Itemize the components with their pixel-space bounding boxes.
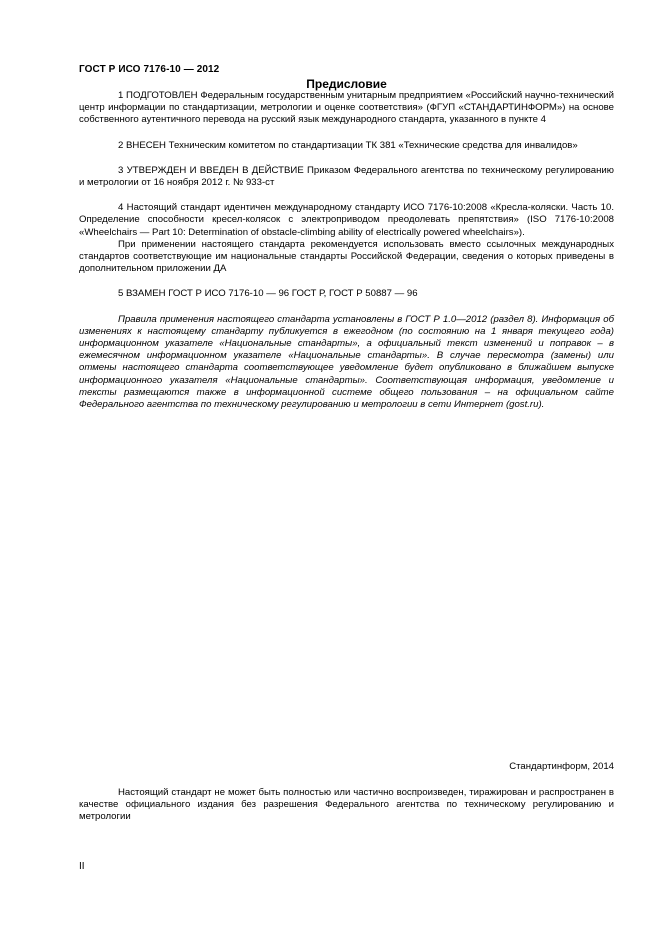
paragraph-identical: 4 Настоящий стандарт идентичен международному стандарту ИСО 7176-10:2008 «Кресла-коляски. Часть 10. Определение способности кресел-колясок с электроприводом преодолевать препятствия» (ISO 7176-10:2008 «Wheelchairs — Part 10: Determination of obstacle-climbing ability of electrically powered wheelchairs»). bbox=[79, 202, 614, 238]
section-title: Предисловие bbox=[306, 77, 387, 91]
paragraph-prepared: 1 ПОДГОТОВЛЕН Федеральным государственным унитарным предприятием «Российский научно-технический центр информации по стандартизации, метрологии и оценке соответствия» (ФГУП «СТАНДАРТИНФОРМ») на основе собственного аутентичного перевода на русский язык международного стандарта, указанного в пункте 4 bbox=[79, 90, 614, 126]
paragraph-approved: 3 УТВЕРЖДЕН И ВВЕДЕН В ДЕЙСТВИЕ Приказом Федерального агентства по техническому регулированию и метрологии от 16 ноября 2012 г. № 933-ст bbox=[79, 164, 614, 189]
publisher-line: Стандартинформ, 2014 bbox=[509, 761, 614, 772]
page-number: II bbox=[79, 861, 85, 872]
copyright-notice bbox=[79, 787, 614, 824]
paragraph-rules-notice: Правила применения настоящего стандарта установлены в ГОСТ Р 1.0—2012 (раздел 8). Информация об изменениях к настоящему стандарту публикуется в ежегодном (по состоянию на 1 января текущего года) информационном указателе «Национальные стандарты», а официальный текст изменений и поправок – в ежемесячном информационном указателе «Национальные стандарты». В случае пересмотра (замены) или отмены настоящего стандарта соответствующее уведомление будет опубликовано в ближайшем выпуске информационного указателя «Национальные стандарты». Соответствующая информация, уведомление и тексты размещаются также в информационной системе общего пользования – на официальном сайте Федерального агентства по техническому регулированию и метрологии в сети Интернет (gost.ru). bbox=[79, 313, 614, 411]
copyright-text: Настоящий стандарт не может быть полностью или частично воспроизведен, тиражирован и распространен в качестве официального издания без разрешения Федерального агентства по техническому регулированию и метрологии bbox=[79, 787, 614, 823]
paragraph-replaces: 5 ВЗАМЕН ГОСТ Р ИСО 7176-10 — 96 ГОСТ Р, ГОСТ Р 50887 — 96 bbox=[118, 288, 418, 300]
paragraph-submitted: 2 ВНЕСЕН Техническим комитетом по стандартизации ТК 381 «Технические средства для инвалидов» bbox=[118, 139, 578, 151]
paragraph-references: При применении настоящего стандарта рекомендуется использовать вместо ссылочных международных стандартов соответствующие им национальные стандарты Российской Федерации, сведения о которых приведены в дополнительном приложении ДА bbox=[79, 238, 614, 275]
document-header-code: ГОСТ Р ИСО 7176-10 — 2012 bbox=[79, 64, 220, 75]
preface-body bbox=[79, 90, 614, 411]
